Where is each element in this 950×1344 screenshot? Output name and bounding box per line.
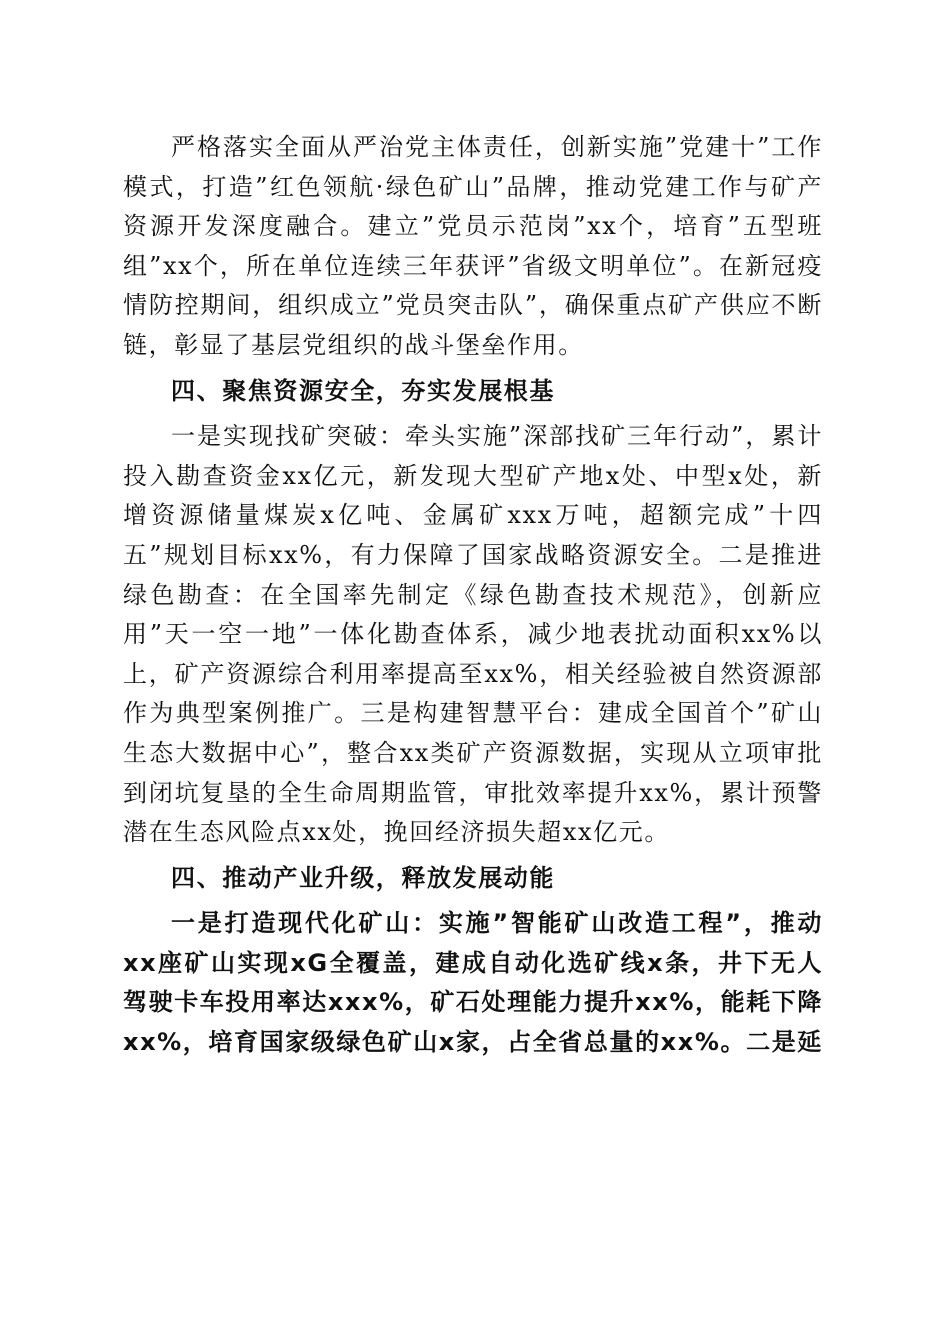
section-heading-industry-upgrade: 四、推动产业升级，释放发展动能 (171, 863, 555, 892)
document-body (123, 128, 823, 1063)
paragraph-resource-security: 一是实现找矿突破：牵头实施”深部找矿三年行动”，累计投入勘查资金xx亿元，新发现大型矿产地x处、中型x处，新增资源储量煤炭x亿吨、金属矿xxx万吨，超额完成”十四五”规划目标xx%，有力保障了国家战略资源安全。二是推进绿色勘查：在全国率先制定《绿色勘查技术规范》，创新应用”天一空一地”一体化勘查体系，减少地表扰动面积xx%以上，矿产资源综合利用率提高至xx%，相关经验被自然资源部作为典型案例推广。三是构建智慧平台：建成全国首个”矿山生态大数据中心”，整合xx类矿产资源数据，实现从立项审批到闭坑复垦的全生命周期监管，审批效率提升xx%，累计预警潜在生态风险点xx处，挽回经济损失超xx亿元。 (123, 422, 823, 847)
section-heading-resource-security: 四、聚焦资源安全，夯实发展根基 (171, 376, 555, 405)
paragraph-industry-upgrade: 一是打造现代化矿山：实施”智能矿山改造工程”，推动xx座矿山实现xG全覆盖，建成自动化选矿线x条，井下无人驾驶卡车投用率达xxx%，矿石处理能力提升xx%，能耗下降xx%，培育国家级绿色矿山x家，占全省总量的xx%。二是延 (123, 909, 823, 1057)
paragraph-party-building: 严格落实全面从严治党主体责任，创新实施”党建十”工作模式，打造”红色领航·绿色矿山”品牌，推动党建工作与矿产资源开发深度融合。建立”党员示范岗”xx个，培育”五型班组”xx个，所在单位连续三年获评”省级文明单位”。在新冠疫情防控期间，组织成立”党员突击队”，确保重点矿产供应不断链，彰显了基层党组织的战斗堡垒作用。 (123, 133, 823, 359)
